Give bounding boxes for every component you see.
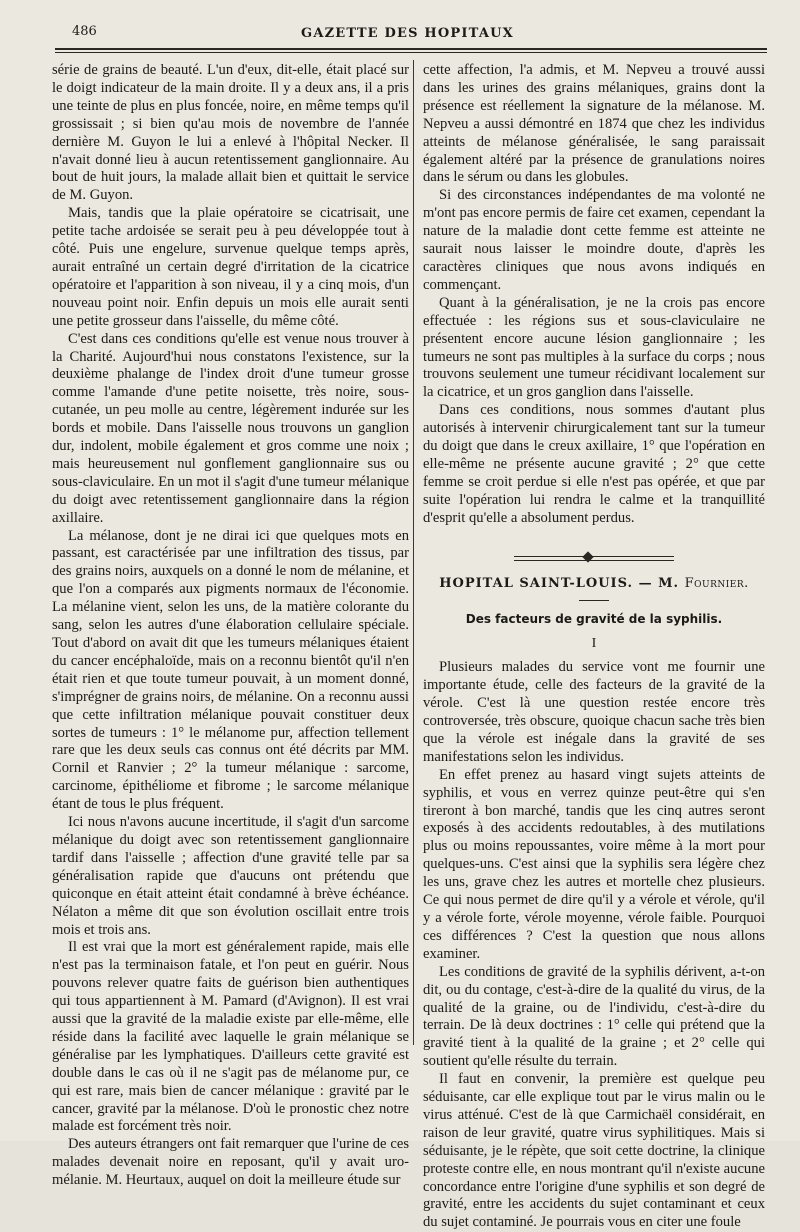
section-heading (423, 575, 765, 593)
header-rule-thin (55, 52, 767, 53)
column-divider (413, 60, 414, 1045)
separator-ornament (582, 551, 593, 562)
paragraph: Ici nous n'avons aucune incertitude, il s'agit d'un sarcome mélanique du doigt avec son retentissement ganglionnaire tardif dans l'aisselle ; affection d'une gravité telle par sa généralisation rapide que d'aucuns ont prétendu que quiconque en était atteint était condamné à brève échéance. Nélaton a même dit que son évolution oscillait entre trois mois et trois ans. (52, 814, 409, 938)
paragraph: Plusieurs malades du service vont me fournir une importante étude, celle des facteurs de la gravité de la vérole. C'est là une question restée encore très controversée, très obscure, quoique chacun sache très bien que la vérole est inégale dans la gravité de ses manifestations selon les individus. (423, 659, 765, 765)
page-header (50, 22, 765, 44)
section-numeral: I (591, 636, 597, 652)
paragraph: Quant à la généralisation, je ne la crois pas encore effectuée : les régions sus et sous-claviculaire ne présentent encore aucune lésion ganglionnaire ; les tumeurs ne sont pas multiples à la surface du corps ; nous trouvons seulement une tumeur récidivant localement sur la cicatrice, et un gros ganglion dans l'aisselle. (423, 294, 765, 401)
journal-title: GAZETTE DES HOPITAUX (301, 26, 514, 41)
right-column (423, 62, 765, 1232)
paragraph: C'est dans ces conditions qu'elle est venue nous trouver à la Charité. Aujourd'hui nous constatons l'existence, sur la deuxième phalange de l'index droit d'une tumeur grosse comme l'amande d'une petite noisette, très noire, sous-cutanée, un peu molle au centre, légèrement indurée sur les bords et mobile. Dans l'aisselle nous trouvons un ganglion dur, indolent, mobile également et gros comme une noix ; mais heureusement nul gonflement ganglionnaire sus ou sous-claviculaire. En un mot il s'agit d'une tumeur mélanique du doigt avec retentissement ganglionnaire dans la région axillaire. (52, 330, 409, 526)
page-number: 486 (72, 24, 97, 39)
header-rule (55, 48, 767, 50)
paragraph: La mélanose, dont je ne dirai ici que quelques mots en passant, est caractérisée par une infiltration des tissus, par des grains noirs, auxquels on a donné le nom de mélanine, et que l'on a comparés aux pigments normaux de l'économie. La mélanine vient, selon les uns, de la matière colorante du sang, selon les autres d'une élaboration cellulaire spéciale. Tout d'abord on avait dit que les tumeurs mélaniques étaient du cancer encéphaloïde, mais on a reconnu bientôt qu'il n'en était rien et que toute tumeur pouvait, à un moment donné, s'imprégner de grains noirs, de mélanine. On a reconnu aussi que cette infiltration mélanique pouvait constituer deux sortes de tumeurs : 1° le mélanome pur, affection tellement rare que les deux seuls cas connus ont été décrits par MM. Cornil et Ranvier ; 2° la tumeur mélanique : sarcome, carcinome, épithéliome et fibrome ; le sarcome mélanique étant de tous le plus fréquent. (52, 527, 409, 813)
paragraph: En effet prenez au hasard vingt sujets atteints de syphilis, et vous en verrez quinze peut-être qui s'en tireront à bon marché, tandis que les cinq autres seront exposés à des accidents redoutables, à des mutilations plus ou moins repoussantes, voire même à la mort pour quelques-uns. C'est ainsi que la syphilis sera légère chez les uns, grave chez les autres et mortelle chez plusieurs. Ce qui nous permet de dire qu'il y a vérole et vérole, qu'il y a vérole forte, vérole moyenne, vérole faible. Pourquoi ces différences ? C'est la question que nous allons examiner. (423, 766, 765, 962)
paragraph: cette affection, l'a admis, et M. Nepveu a trouvé aussi dans les urines des grains mélaniques, grains dont la présence est réellement la signature de la mélanose. M. Nepveu a aussi démontré en 1874 que chez les individus atteints de mélanose généralisée, le sang paraissait également altéré par la présence de granulations noires dans le sérum ou dans les globules. (423, 62, 765, 186)
author-name: Fournier. (684, 575, 749, 591)
short-rule (579, 600, 609, 601)
section-separator (514, 556, 674, 561)
hospital-name: HOPITAL SAINT-LOUIS. (439, 575, 634, 591)
heading-dash: — M. (633, 575, 685, 591)
paragraph: Mais, tandis que la plaie opératoire se cicatrisait, une petite tache ardoisée se serait peu à peu développée tout à côté. Puis une engelure, survenue quelque temps après, aurait entraîné un certain degré d'irritation de la cicatrice opératoire et l'apparition à son niveau, il y a cinq mois, d'un nouveau point noir. Enfin depuis un mois elle aurait senti une petite grosseur dans l'aisselle, du même côté. (52, 205, 409, 329)
paragraph: Il faut en convenir, la première est quelque peu séduisante, car elle explique tout par le virus malin ou le virus atténué. C'est de là que Carmichaël considérait, en raison de leur gravité, quatre virus syphilitiques. Mais si séduisante, je le répète, que soit cette doctrine, la clinique proteste contre elle, en nous montrant qu'il n'existe aucune concordance entre l'origine d'une syphilis et son degré de gravité, entre les accidents du sujet contaminant et ceux du sujet contaminé. Je pourrais vous en citer une foule (423, 1071, 765, 1231)
paragraph: Il est vrai que la mort est généralement rapide, mais elle n'est pas la terminaison fatale, et l'on peut en guérir. Nous pouvons relever quatre faits de guérison bien authentiques qui tous appartiennent à M. Pamard (d'Avignon). Il est vrai aussi que la gravité de la maladie existe par elle-même, elle réside dans la facilité avec laquelle le grain mélanique se généralise par les lymphatiques. D'ailleurs cette gravité est double dans le cas où il ne s'agit pas de mélanome pur, ce qui est rare, mais bien de cancer mélanique : gravité par le cancer, gravité par la mélanose. D'où le pronostic chez notre malade est forcément très noir. (52, 939, 409, 1135)
paragraph: Des auteurs étrangers ont fait remarquer que l'urine de ces malades devenait noire en reposant, qu'il y avait uro-mélanie. M. Heurtaux, auquel on doit la meilleure étude sur (52, 1136, 409, 1189)
paragraph: Si des circonstances indépendantes de ma volonté ne m'ont pas encore permis de faire cet examen, cependant la nature de la maladie dont cette femme est atteinte ne saurait nous laisser le moindre doute, d'après les caractères cliniques que nous avons indiqués en commençant. (423, 187, 765, 293)
paragraph: Les conditions de gravité de la syphilis dérivent, a-t-on dit, ou du contage, c'est-à-dire de la qualité du virus, de la qualité de la graine, ou de l'individu, c'est-à-dire du terrain. De là deux doctrines : 1° celle qui prétend que la gravité tient à la qualité de la graine ; et 2° celle qui soutient qu'elle résulte du terrain. (423, 963, 765, 1070)
left-column (52, 62, 409, 1190)
paragraph: Dans ces conditions, nous sommes d'autant plus autorisés à intervenir chirurgicalement tant sur la tumeur du doigt que dans le creux axillaire, 1° que l'opération en elle-même ne présente aucune gravité ; 2° que cette femme se croit perdue si elle n'est pas opérée, et que par suite l'opération lui rendra le calme et la tranquillité d'esprit qu'elle a absolument perdus. (423, 402, 765, 526)
paragraph: série de grains de beauté. L'un d'eux, dit-elle, était placé sur le doigt indicateur de la main droite. Il y a deux ans, il a pris une teinte de plus en plus foncée, noire, en même temps qu'il grossissait ; si bien qu'au mois de novembre de l'année dernière M. Guyon le lui a enlevé à l'hôpital Necker. Il n'avait donné lieu à aucun retentissement ganglionnaire. Au bout de huit jours, la malade allait bien et quittait le service de M. Guyon. (52, 62, 409, 204)
article-subtitle: Des facteurs de gravité de la syphilis. (465, 612, 723, 627)
